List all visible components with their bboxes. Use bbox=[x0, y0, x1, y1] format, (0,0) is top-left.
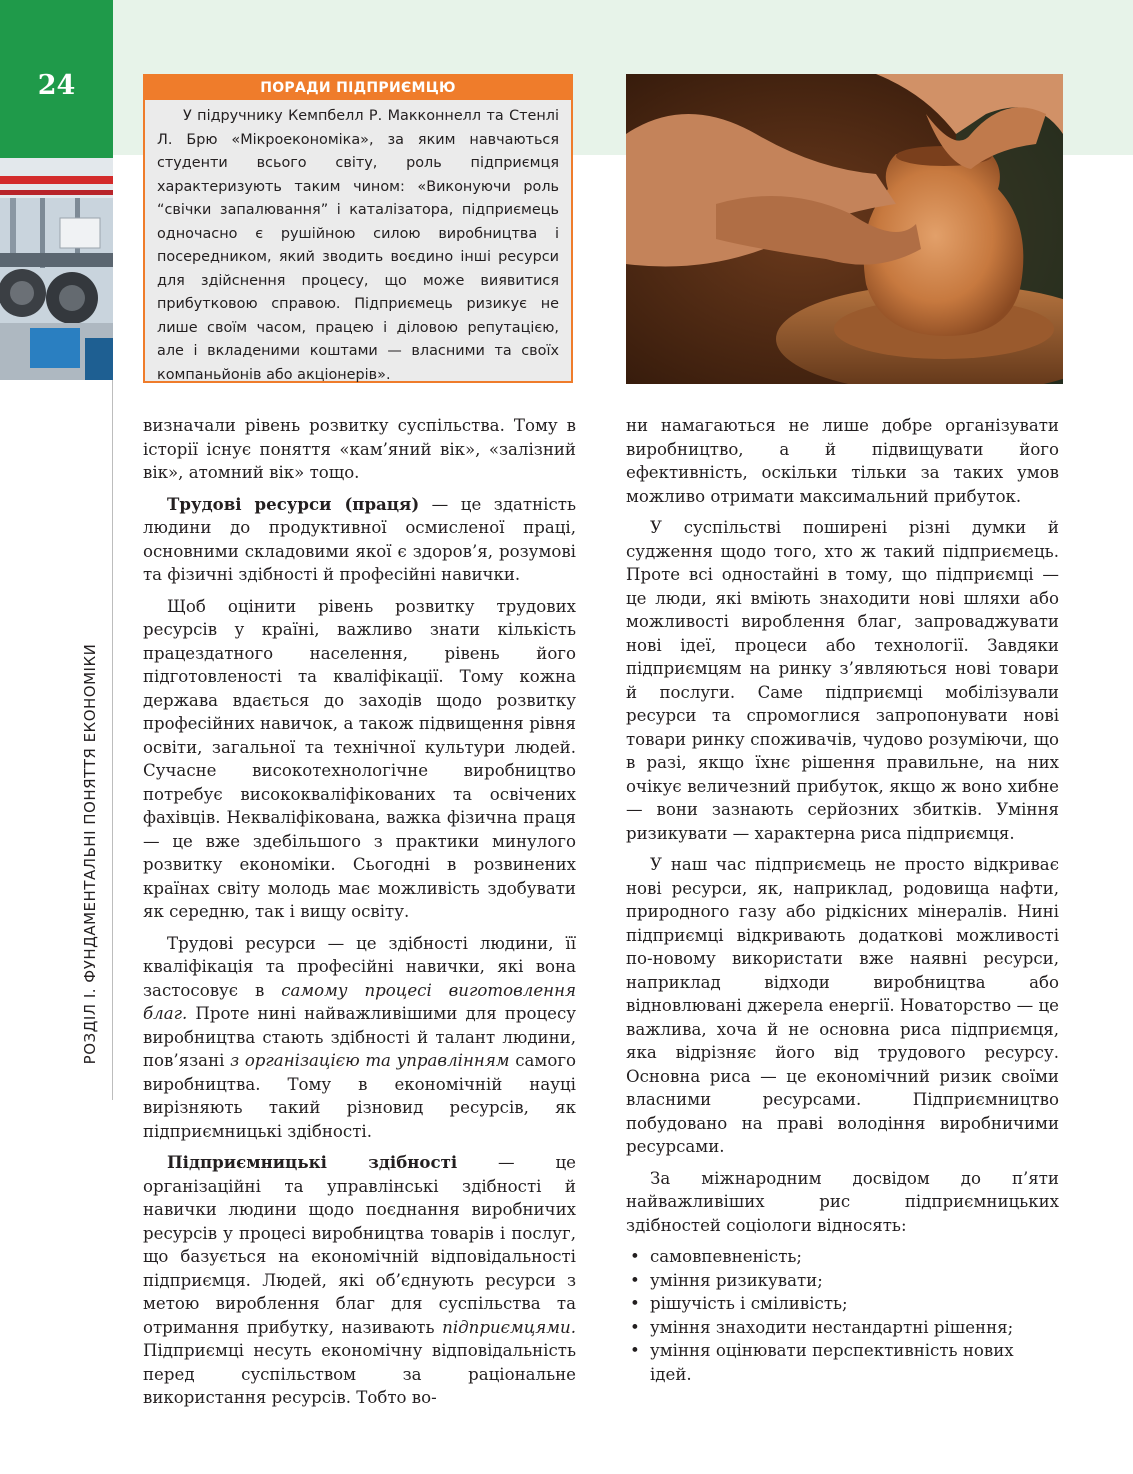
paragraph: Підприємницькі здібності — це організаційні та управлінські здібності й навички людини щодо поєднання виробничих ресурсів у процесі виробництва товарів і послуг, що базується на економічній відповідальності підприємця. Людей, які об’єднують ресурси з метою вироблення благ для суспільства та отримання прибутку, називають підприємцями. Підприємці несуть економічну відповідальність перед суспільством за раціональне використання ресурсів. Тобто во- bbox=[143, 1152, 576, 1407]
page-number-block bbox=[0, 0, 113, 158]
bullet-icon: • bbox=[630, 1317, 640, 1337]
list-item: • уміння ризикувати; bbox=[626, 1269, 1059, 1293]
traits-list bbox=[626, 1245, 1059, 1386]
term-labor-resources: Трудові ресурси (праця) bbox=[167, 493, 420, 514]
pottery-photo bbox=[626, 74, 1063, 384]
paragraph: Трудові ресурси (праця) — це здатність людини до продуктивної осмисленої праці, основними складовими якої є здоров’я, розумові та фізичні здібності й професійні навички. bbox=[143, 493, 576, 584]
paragraph: У наш час підприємець не просто відкриває нові ресурси, як, наприклад, родовища нафти, природного газу або рідкісних мінералів. Нині підприємці відкривають додаткові можливості по-новому використати вже наявні ресурси, наприклад відходи виробництва або відновлювані джерела енергії. Новаторство — це важлива, хоча й не основна риса підприємця, яка відрізняє його від трудового ресурсу. Основна риса — це економічний ризик своїми власними ресурсами. Підприємництво побудовано на праві володіння виробничими ресурсами. bbox=[626, 855, 1059, 1156]
paragraph: Щоб оцінити рівень розвитку трудових ресурсів у країні, важливо знати кількість працездатного населення, рівень його підготовленості та кваліфікації. Тому кожна держава вдається до заходів щодо розвитку професійних навичок, а також підвищення рівня освіти, загальної та технічної культури людей. Сучасне високотехнологічне виробництво потребує висококваліфікованих та освічених фахівців. Некваліфікована, важка фізична праця — це вже здебільшого з практики минулого розвитку економіки. Сьогодні в розвинених країнах світу молодь має можливість здобувати як середню, так і вищу освіту. bbox=[143, 596, 576, 921]
list-item: • уміння знаходити нестандартні рішення; bbox=[626, 1316, 1059, 1340]
chapter-title: РОЗДІЛ І. ФУНДАМЕНТАЛЬНІ ПОНЯТТЯ ЕКОНОМІКИ bbox=[81, 643, 99, 1065]
chapter-side-label bbox=[75, 615, 105, 1105]
bullet-icon: • bbox=[630, 1247, 640, 1266]
bullet-icon: • bbox=[630, 1341, 640, 1360]
margin-rule bbox=[112, 380, 113, 1100]
list-item: • уміння оцінювати перспективність нових ідей. bbox=[630, 1341, 1014, 1384]
paragraph: У суспільстві поширені різні думки й судження щодо того, хто ж такий підприємець. Проте всі одностайні в тому, що підприємці — це люди, які вміють знаходити нові шляхи або можливості вироблення благ, запроваджувати нові ідеї, процеси або технології. Завдяки підприємцям на ринку з’являються нові товари й послуги. Саме підприємці мобілізували ресурси та спромоглися запропонувати нові товари ринку споживачів, чудово розуміючи, що в разі, якщо їхнє рішення правильне, на них очікує величезний прибуток, якщо ж воно хибне — вони зазнають серйозних збитків. Уміння ризикувати — характерна риса підприємця. bbox=[626, 518, 1059, 843]
tips-body bbox=[145, 100, 571, 387]
paragraph: ни намагаються не лише добре організувати виробництво, а й підвищувати його ефективність, оскільки тільки за таких умов можливо отримати максимальний прибуток. bbox=[626, 416, 1059, 506]
paragraph: За міжнародним досвідом до п’яти найважливіших рис підприємницьких здібностей соціологи відносять: bbox=[626, 1168, 1059, 1235]
factory-photo bbox=[0, 158, 113, 380]
page-number: 24 bbox=[37, 70, 76, 101]
paragraph: визначали рівень розвитку суспільства. Тому в історії існує поняття «кам’яний вік», «залізний вік», атомний вік» тощо. bbox=[143, 416, 576, 482]
term-entrepreneurial-ability: Підприємницькі здібності bbox=[167, 1152, 458, 1172]
right-column bbox=[626, 414, 1059, 1386]
list-item: • рішучість і сміливість; bbox=[626, 1292, 1059, 1316]
paragraph: Трудові ресурси — це здібності людини, її кваліфікація та професійні навички, які вона застосовує в самому процесі виготовлення благ. Проте нині найважливішими для процесу виробництва стають здібності й талант людини, пов’язані з організацією та управлінням самого виробництва. Тому в економічній науці вирізняють такий різновид ресурсів, як підприємницькі здібності. bbox=[143, 933, 576, 1141]
tips-text: У підручнику Кемпбелл Р. Макконнелл та Стенлі Л. Брю «Мікроекономіка», за яким навчаються студенти всього світу, роль підприємця характеризують таким чином: «Виконуючи роль “свічки запалювання” і каталізатора, підприємець одночасно є рушійною силою виробництва і посередником, який зводить воєдино інші ресурси для здійснення процесу, що може виявитися прибутковою справою. Підприємець ризикує не лише своїм часом, працею і діловою репутацією, але і вкладеними коштами — власними та своїх компаньйонів або акціонерів». bbox=[157, 108, 559, 383]
list-item: • самовпевненість; bbox=[626, 1245, 1059, 1269]
entrepreneur-tips-box bbox=[143, 74, 573, 383]
left-column bbox=[143, 414, 576, 1418]
bullet-icon: • bbox=[630, 1270, 640, 1290]
tips-heading: ПОРАДИ ПІДПРИЄМЦЮ bbox=[145, 76, 571, 100]
bullet-icon: • bbox=[630, 1294, 640, 1313]
